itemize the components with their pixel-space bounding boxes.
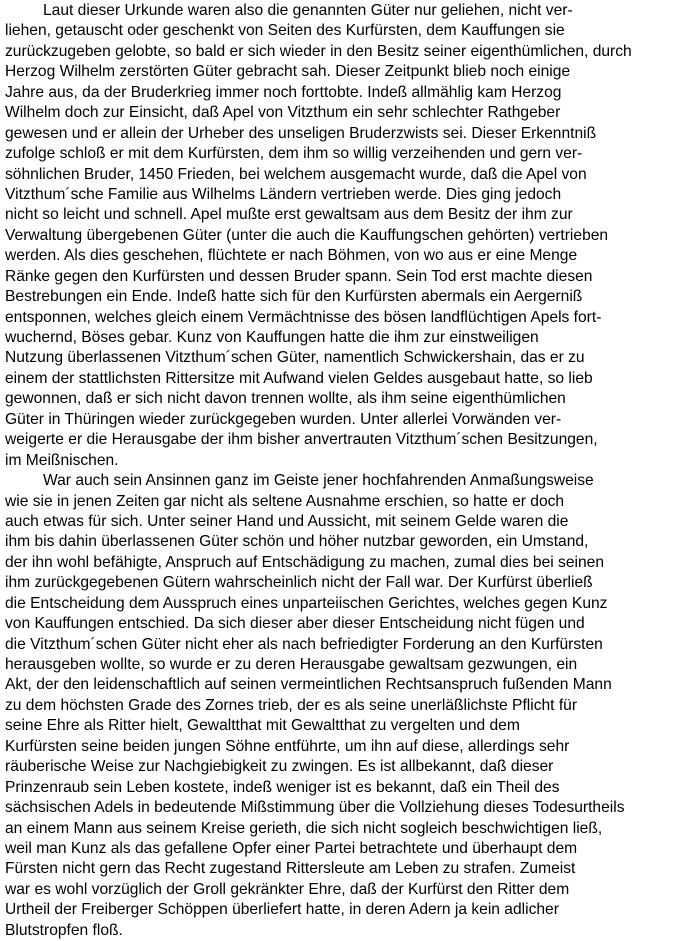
text-line: Prinzenraub sein Leben kostete, indeß weniger ist es bekannt, daß ein Theil des [5,778,560,796]
text-line: ihm bis dahin überlassenen Güter schön und höher nutzbar geworden, ein Umstand, [5,533,589,551]
text-line: Herzog Wilhelm zerstörten Güter gebracht sah. Dieser Zeitpunkt blieb noch einige [5,63,571,81]
text-line: war es wohl vorzüglich der Groll gekränkter Ehre, daß der Kurfürst den Ritter dem [5,880,570,898]
text-line: Jahre aus, da der Bruderkrieg immer noch forttobte. Indeß allmählig kam Herzog [5,83,562,101]
text-line: Laut dieser Urkunde waren also die genannten Güter nur geliehen, nicht ver- [43,2,573,19]
text-line: Verwaltung übergebenen Güter (unter die auch die Kauffungschen gehörten) vertrieben [5,226,609,244]
text-line: von Kauffungen entschied. Da sich dieser aber dieser Entscheidung nicht fügen und [5,615,585,633]
paragraph-2 [5,471,696,941]
text-line: Urtheil der Freiberger Schöppen überliefert hatte, in deren Adern ja kein adlicher [5,901,559,919]
text-line: herausgeben wollte, so wurde er zu deren Herausgabe gewaltsam gezwungen, ein [5,656,578,673]
text-line: seine Ehre als Ritter hielt, Gewaltthat mit Gewaltthat zu vergelten und dem [5,717,520,735]
text-line: die Entscheidung dem Ausspruch eines unparteiischen Gerichtes, welches gegen Kunz [5,594,608,612]
text-line: Akt, der den leidenschaftlich auf seinen vermeintlichen Rechtsanspruch fußenden Mann [5,676,612,694]
text-line: die Vitzthum´schen Güter nicht eher als nach befriedigter Forderung an den Kurfürsten [5,635,603,653]
text-line: Wilhelm doch zur Einsicht, daß Apel von Vitzthum ein sehr schlechter Rathgeber [5,104,561,122]
text-line: zu dem höchsten Grade des Zornes trieb, der es als seine unerläßlichste Pflicht für [5,696,578,714]
text-line: Güter in Thüringen wieder zurückgegeben wurden. Unter allerlei Vorwänden ver- [5,410,562,428]
text-line: entsponnen, welches gleich einem Vermächtnisse des bösen landflüchtigen Apels fort- [5,308,602,326]
text-line: Kurfürsten seine beiden jungen Söhne entführte, um ihn auf diese, allerdings sehr [5,737,570,755]
text-line: an einem Mann aus seinem Kreise gerieth, die sich nicht sogleich beschwichtigen ließ, [5,819,603,837]
text-line: zufolge schloß er mit dem Kurfürsten, dem ihm so willig verzeihenden und gern ver- [5,145,583,163]
text-line: liehen, getauscht oder geschenkt von Seiten des Kurfürsten, dem Kauffungen sie [5,22,565,40]
text-line: wie sie in jenen Zeiten gar nicht als seltene Ausnahme erschien, so hatte er doch [5,492,565,510]
text-line: gewesen und er allein der Urheber des unseligen Bruderzwists sei. Dieser Erkenntniß [5,124,597,142]
text-line: einem der stattlichsten Rittersitze mit Aufwand vielen Geldes ausgebaut hatte, so lieb [5,369,593,387]
text-line: ihm zurückgegebenen Gütern wahrscheinlich nicht der Fall war. Der Kurfürst überließ [5,574,593,592]
text-line: War auch sein Ansinnen ganz im Geiste jener hochfahrenden Anmaßungsweise [43,472,594,490]
text-line: wuchernd, Böses gebar. Kunz von Kauffungen hatte die ihm zur einstweiligen [5,329,539,346]
text-line: sächsischen Adels in bedeutende Mißstimmung über die Vollziehung dieses Todesurtheils [5,799,625,817]
text-line: räuberische Weise zur Nachgiebigkeit zu zwingen. Es ist allbekannt, daß dieser [5,758,554,776]
text-line: der ihn wohl befähigte, Anspruch auf Entschädigung zu machen, zumal dies bei seinen [5,553,605,571]
text-line: nicht so leicht und schnell. Apel mußte erst gewaltsam aus dem Besitz der ihm zur [5,206,573,224]
text-line: söhnlichen Bruder, 1450 Frieden, bei welchem ausgemacht wurde, daß die Apel von [5,165,587,183]
text-line: Vitzthum´sche Familie aus Wilhelms Ländern vertrieben werde. Dies ging jedoch [5,185,562,203]
text-line: zurückzugeben gelobte, so bald er sich wieder in den Besitz seiner eigenthümlichen, durch [5,42,632,60]
text-line: im Meißnischen. [5,451,119,469]
text-line: Nutzung überlassenen Vitzthum´schen Güter, namentlich Schwickershain, das er zu [5,349,585,367]
paragraph-1 [5,1,696,471]
text-line: werden. Als dies geschehen, flüchtete er nach Böhmen, von wo aus er eine Menge [5,247,578,265]
text-line: Fürsten nicht gern das Recht zugestand Rittersleute am Leben zu strafen. Zumeist [5,860,576,878]
text-line: auch etwas für sich. Unter seiner Hand und Aussicht, mit seinem Gelde waren die [5,512,569,530]
text-line: Ränke gegen den Kurfürsten und dessen Bruder spann. Sein Tod erst machte diesen [5,267,593,285]
text-line: gewonnen, daß er sich nicht davon trennen wollte, als ihm seine eigenthümlichen [5,390,566,408]
text-line: Blutstropfen floß. [5,921,123,939]
text-line: weigerte er die Herausgabe der ihm bisher anvertrauten Vitzthum´schen Besitzungen, [5,431,598,449]
text-line: weil man Kunz als das gefallene Opfer einer Partei betrachtete und überhaupt dem [5,839,578,857]
text-line: Bestrebungen ein Ende. Indeß hatte sich für den Kurfürsten abermals ein Aergerniß [5,288,583,306]
